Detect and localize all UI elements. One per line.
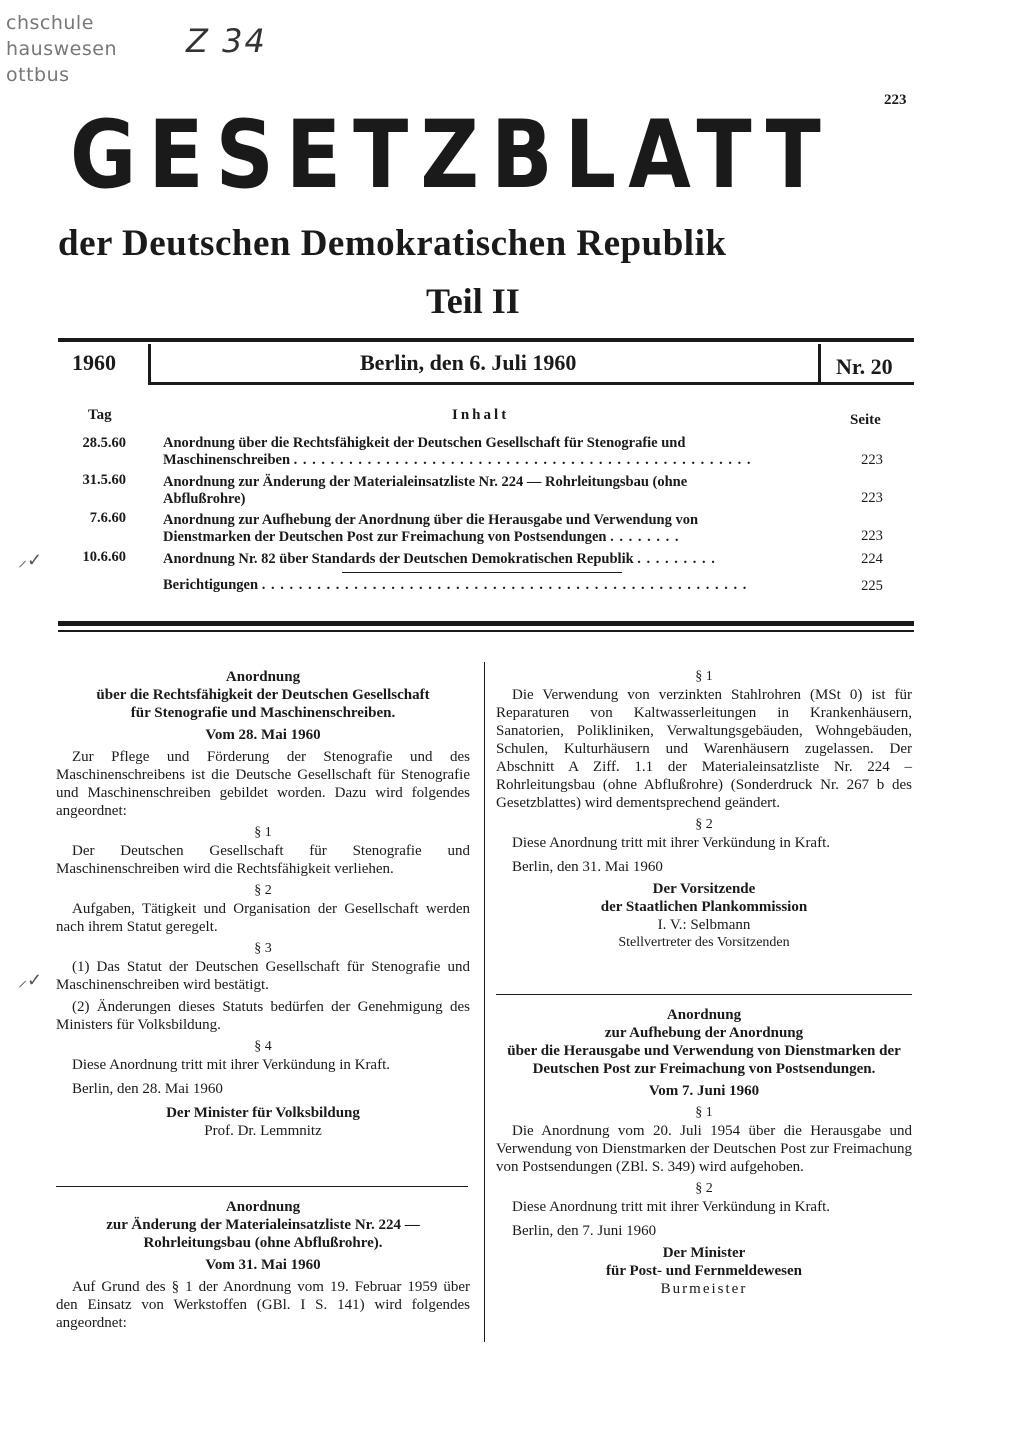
article-materialeinsatzliste-cont [496, 668, 912, 952]
section-text: (1) Das Statut der Deutschen Gesellschaft für Stenografie und Maschinenschreiben wird bestätigt. [56, 959, 470, 993]
margin-check-mark: ⸝✓ [18, 550, 43, 570]
section-text: Aufgaben, Tätigkeit und Organisation der Gesellschaft werden nach ihrem Statut geregelt. [56, 901, 470, 935]
place-date: Berlin, den 7. Juni 1960 [512, 1223, 657, 1239]
section-heading: § 1 [695, 1105, 713, 1120]
toc-title [163, 551, 811, 568]
issue-year: 1960 [72, 350, 116, 375]
place-date: Berlin, den 31. Mai 1960 [512, 859, 663, 875]
signature-title: der Staatlichen Plankommission [600, 899, 808, 915]
section-heading: § 2 [695, 817, 713, 832]
article-date: Vom 7. Juni 1960 [648, 1083, 760, 1099]
signature-name: Burmeister [660, 1281, 748, 1297]
toc-underline [342, 572, 622, 573]
toc-title-line: Anordnung Nr. 82 über Standards der Deutschen Demokratischen Republik [163, 551, 634, 567]
section-text: (2) Änderungen dieses Statuts bedürfen der Genehmigung des Ministers für Volksbildung. [56, 999, 470, 1033]
toc-col-page: Seite [850, 412, 881, 428]
article-date: Vom 28. Mai 1960 [205, 727, 321, 743]
article-separator [56, 1186, 468, 1187]
article-separator [496, 994, 912, 995]
section-text: Der Deutschen Gesellschaft für Stenografie und Maschinenschreiben wird die Rechtsfähigkeit verliehen. [56, 843, 470, 877]
toc-date: 7.6.60 [89, 510, 126, 526]
issue-number: Nr. 20 [836, 354, 893, 379]
header-rule-bottom [148, 382, 914, 385]
toc-title [163, 512, 811, 546]
section-text: Die Anordnung vom 20. Juli 1954 über die Herausgabe und Verwendung von Dienstmarken der Deutschen Post zur Freimachung von Postsendungen (ZBl. S. 349) wird aufgehoben. [496, 1123, 912, 1175]
toc-title [163, 577, 811, 594]
toc-page: 223 [861, 528, 883, 544]
signature-name: Prof. Dr. Lemmnitz [204, 1123, 322, 1139]
section-text: Diese Anordnung tritt mit ihrer Verkündung in Kraft. [72, 1057, 391, 1073]
article-rechtsfaehigkeit [56, 668, 470, 1140]
article-heading: zur Änderung der Materialeinsatzliste Nr. 224 — [106, 1217, 420, 1233]
stamp-line: hauswesen [6, 38, 117, 60]
toc-title [163, 435, 811, 469]
header-divider [148, 344, 151, 382]
library-stamp [6, 10, 146, 88]
article-heading: Anordnung [225, 669, 301, 685]
masthead-subtitle: der Deutschen Demokratischen Republik [58, 223, 727, 264]
masthead-part: Teil II [426, 281, 520, 321]
page-number: 223 [884, 92, 907, 108]
article-dienstmarken [496, 1006, 912, 1298]
leader-dots: . . . . . . . . . . . . . . . . . . . . . . . . . . . . . . . . . . . . . . . . . . . . . . . . . . [293, 452, 752, 468]
article-preamble: Auf Grund des § 1 der Anordnung vom 19. Februar 1959 über den Einsatz von Werkstoffen (GBl. I S. 141) wird folgendes angeordnet: [56, 1279, 470, 1331]
toc-title-line: Anordnung zur Aufhebung der Anordnung über die Herausgabe und Verwendung von [163, 512, 699, 528]
section-heading: § 3 [254, 941, 272, 956]
section-text: Die Verwendung von verzinkten Stahlrohren (MSt 0) ist für Reparaturen von Kaltwasserleitungen in Krankenhäusern, Sanatorien, Polikliniken, Verwaltungsgebäuden, Wohngebäuden, Schulen, Kulturhäusern und Warenhäusern zugelassen. Der Abschnitt A Ziff. 1.1 der Materialeinsatzliste Nr. 224 – Rohrleitungsbau (ohne Abflußrohre) (Sonderdruck Nr. 267 b des Gesetzblattes) wird dementsprechend geändert. [496, 687, 912, 811]
toc-page: 224 [861, 551, 883, 567]
article-heading: Anordnung [666, 1007, 742, 1023]
stamp-line: chschule [6, 12, 94, 34]
article-materialeinsatzliste [56, 1198, 470, 1332]
margin-check-mark: ⸝✓ [18, 970, 43, 990]
header-rule-top [58, 338, 914, 342]
section-text: Diese Anordnung tritt mit ihrer Verkündung in Kraft. [512, 1199, 831, 1215]
article-heading: zur Aufhebung der Anordnung [604, 1025, 804, 1041]
toc-page: 223 [861, 490, 883, 506]
section-heading: § 1 [695, 669, 713, 684]
signature-role: Stellvertreter des Vorsitzenden [618, 935, 790, 950]
article-preamble: Zur Pflege und Förderung der Stenografie und des Maschinenschreibens ist die Deutsche Gesellschaft für Stenografie und Maschinenschreiben gebildet worden. Dazu wird folgendes angeordnet: [56, 749, 470, 819]
toc-col-day: Tag [88, 407, 112, 423]
toc-title-line: Anordnung zur Änderung der Materialeinsatzliste Nr. 224 — Rohrleitungsbau (ohne [163, 474, 688, 490]
toc-title-line: Berichtigungen [163, 577, 259, 593]
signature-title: Der Vorsitzende [652, 881, 756, 897]
toc-title-line: Maschinenschreiben [163, 452, 291, 468]
toc-page: 223 [861, 452, 883, 468]
signature-title: Der Minister [662, 1245, 746, 1261]
stamp-line: ottbus [6, 64, 70, 86]
toc-col-contents: Inhalt [452, 407, 510, 423]
leader-dots: . . . . . . . . . . . . . . . . . . . . . . . . . . . . . . . . . . . . . . . . . . . . . . . . . . . . . [261, 577, 748, 593]
section-heading: § 2 [254, 883, 272, 898]
signature-title: Der Minister für Volksbildung [166, 1105, 360, 1121]
article-heading: Anordnung [225, 1199, 301, 1215]
section-heading: § 2 [695, 1181, 713, 1196]
leader-dots: . . . . . . . . [610, 529, 680, 545]
toc-date: 10.6.60 [82, 549, 126, 565]
leader-dots: . . . . . . . . . [637, 551, 716, 567]
place-date: Berlin, den 28. Mai 1960 [72, 1081, 223, 1097]
signature-title: für Post- und Fernmeldewesen [606, 1263, 802, 1279]
toc-title [163, 474, 811, 508]
column-divider [484, 662, 485, 1342]
toc-title-line: Dienstmarken der Deutschen Post zur Freimachung von Postsendungen [163, 529, 607, 545]
article-heading: Rohrleitungsbau (ohne Abflußrohre). [143, 1235, 383, 1251]
section-heading: § 4 [254, 1039, 272, 1054]
signature-name: I. V.: Selbmann [657, 917, 751, 933]
article-heading: für Stenografie und Maschinenschreiben. [130, 705, 396, 721]
toc-title-line: Abflußrohre) [163, 491, 246, 507]
handwritten-note: Z 34 [186, 22, 267, 60]
article-heading: über die Herausgabe und Verwendung von Dienstmarken der Deutschen Post zur Freimachung von Postsendungen. [507, 1043, 901, 1077]
toc-page: 225 [861, 578, 883, 594]
contents-rule-thick [58, 621, 914, 626]
article-date: Vom 31. Mai 1960 [205, 1257, 321, 1273]
article-heading: über die Rechtsfähigkeit der Deutschen Gesellschaft [96, 687, 430, 703]
section-text: Diese Anordnung tritt mit ihrer Verkündung in Kraft. [512, 835, 831, 851]
toc-date: 28.5.60 [82, 435, 126, 451]
contents-rule-thin [58, 630, 914, 632]
header-divider [818, 344, 821, 382]
masthead-title: GESETZBLATT [70, 101, 833, 210]
toc-date: 31.5.60 [82, 472, 126, 488]
issue-place-date: Berlin, den 6. Juli 1960 [360, 350, 577, 375]
toc-title-line: Anordnung über die Rechtsfähigkeit der Deutschen Gesellschaft für Stenografie und [163, 435, 686, 451]
section-heading: § 1 [254, 825, 272, 840]
